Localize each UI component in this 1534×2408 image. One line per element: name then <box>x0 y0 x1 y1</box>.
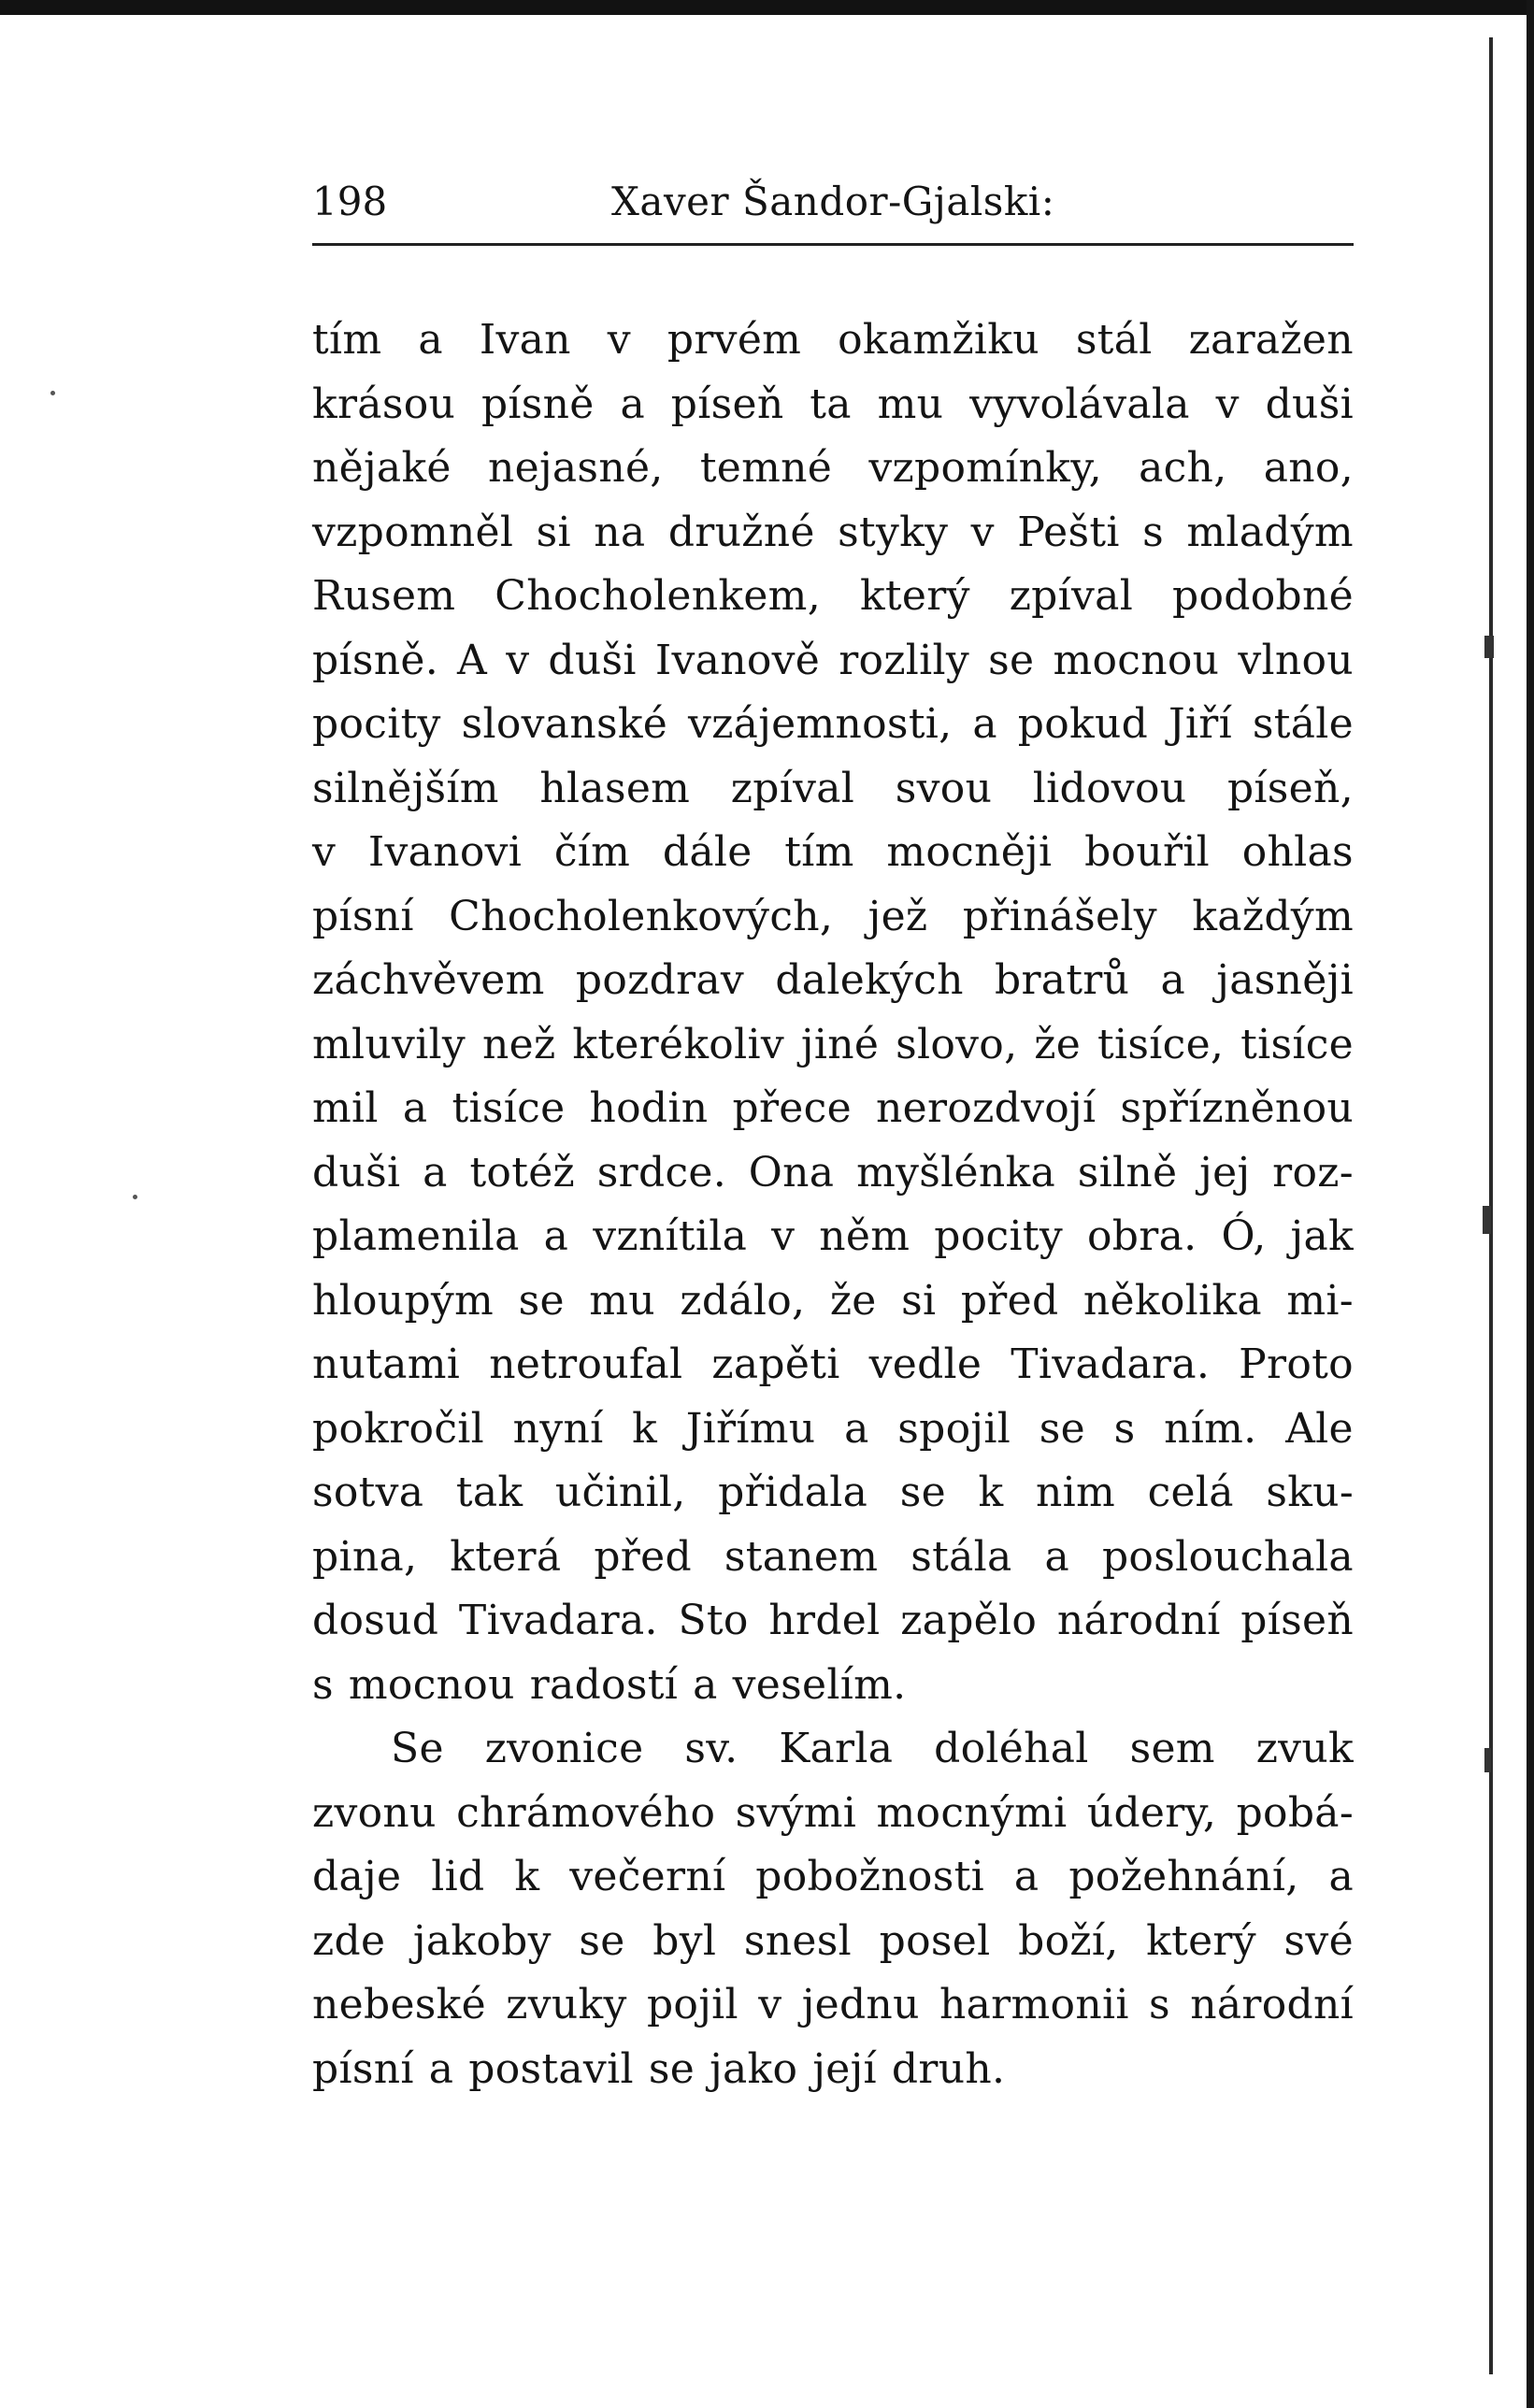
word: roz- <box>1272 1148 1354 1197</box>
word: v <box>506 636 530 684</box>
header-author: Xaver Šandor-Gjalski: <box>611 179 1055 224</box>
word: a <box>1013 1853 1039 1900</box>
word: boží, <box>1018 1916 1119 1965</box>
word: před <box>960 1276 1059 1325</box>
text-line <box>312 1973 1354 2038</box>
word: zvuky <box>506 1981 627 2028</box>
word: nebeské <box>312 1981 486 2028</box>
word: tím <box>784 828 854 876</box>
paragraph <box>312 1717 1354 2101</box>
word: Se <box>391 1725 444 1772</box>
text-line <box>312 373 1354 437</box>
word: národní <box>1190 1981 1354 2028</box>
word: pokročil <box>312 1404 485 1453</box>
word: pojil <box>646 1981 738 2028</box>
word: veselím. <box>732 1660 907 1709</box>
word: stál <box>1075 316 1153 364</box>
word: se <box>1039 1404 1085 1453</box>
word: která <box>450 1532 562 1581</box>
word: byl <box>652 1916 717 1965</box>
word: údery, <box>1086 1788 1217 1837</box>
word: kterékoliv <box>572 1020 784 1068</box>
word: mocněji <box>886 828 1053 876</box>
word: požehnání, <box>1068 1853 1299 1900</box>
text-line <box>312 1589 1354 1654</box>
word: Ivan <box>479 316 571 364</box>
word: Pešti <box>1017 508 1120 556</box>
word: lidovou <box>1032 764 1187 812</box>
word: něm <box>819 1212 910 1260</box>
text-line <box>312 821 1354 885</box>
word: stále <box>1252 700 1354 748</box>
text-line <box>312 501 1354 566</box>
word: druh. <box>891 2044 1006 2093</box>
word: zvonice <box>484 1725 644 1772</box>
word: družné <box>667 508 815 556</box>
word: její <box>812 2044 877 2093</box>
word: hodin <box>589 1084 709 1132</box>
word: před <box>594 1532 692 1581</box>
header-rule <box>312 243 1354 246</box>
word: a <box>1044 1532 1070 1581</box>
word: zpíval <box>1009 572 1134 620</box>
word: pokud <box>1017 700 1149 748</box>
word: daje <box>312 1853 402 1900</box>
word: styky <box>838 508 949 556</box>
word: Tivadara. <box>458 1597 658 1644</box>
word: mocnými <box>876 1788 1068 1837</box>
word: si <box>536 508 571 556</box>
word: Ona <box>748 1148 835 1197</box>
word: silnějším <box>312 764 499 812</box>
word: jakoby <box>412 1916 552 1965</box>
word: duši <box>1265 380 1354 428</box>
word: v <box>607 316 631 364</box>
word: čím <box>553 828 631 876</box>
text-line <box>312 1845 1354 1910</box>
word: písně <box>480 380 595 428</box>
word: přece <box>732 1084 852 1132</box>
word: vedle <box>868 1340 982 1388</box>
word: duši <box>548 636 637 684</box>
word: k <box>514 1853 540 1900</box>
word: mladým <box>1186 508 1354 556</box>
word: sotva <box>312 1469 424 1516</box>
word: Rusem <box>312 572 456 620</box>
word: A <box>457 636 488 684</box>
word: a <box>402 1084 428 1132</box>
word: večerní <box>569 1853 726 1900</box>
paragraph <box>312 308 1354 1717</box>
text-line <box>312 1526 1354 1590</box>
word: Karla <box>779 1725 894 1772</box>
word: si <box>901 1276 937 1325</box>
word: mluvily <box>312 1020 466 1068</box>
word: Tivadara. <box>1011 1340 1211 1388</box>
word: přinášely <box>962 892 1157 940</box>
word: pina, <box>312 1532 418 1581</box>
text-line <box>312 1013 1354 1078</box>
word: pobá- <box>1236 1788 1354 1837</box>
word: Ivanovi <box>367 828 523 876</box>
word: dosud <box>312 1597 439 1644</box>
page-number: 198 <box>312 179 388 224</box>
word: svými <box>735 1788 857 1837</box>
word: Jiří <box>1168 700 1232 748</box>
word: mocnou <box>348 1660 515 1709</box>
word: píseň <box>670 380 784 428</box>
running-head <box>312 176 1354 228</box>
word: spojil <box>897 1404 1011 1453</box>
word: zaražen <box>1188 316 1354 364</box>
word: myšlénka <box>856 1148 1056 1197</box>
word: s <box>1113 1404 1136 1453</box>
word: Chocholenkem, <box>495 572 821 620</box>
word: zpíval <box>730 764 855 812</box>
word: a <box>543 1212 569 1260</box>
word: plamenila <box>312 1212 520 1260</box>
word: jež <box>867 892 928 940</box>
word: s <box>1142 508 1164 556</box>
word: pozdrav <box>575 956 745 1004</box>
word: v <box>1215 380 1240 428</box>
word: lid <box>431 1853 485 1900</box>
word: stála <box>910 1532 1012 1581</box>
word: záchvěvem <box>312 956 545 1004</box>
word: vyvolávala <box>969 380 1190 428</box>
word: k <box>632 1404 658 1453</box>
word: píseň <box>1240 1597 1354 1644</box>
word: harmonii <box>939 1981 1129 2028</box>
word: zdálo, <box>680 1276 806 1325</box>
word: chrámového <box>456 1788 716 1837</box>
word: Jiřímu <box>685 1404 816 1453</box>
word: k <box>978 1469 1004 1516</box>
text-line <box>312 1782 1354 1846</box>
word: který <box>1146 1916 1256 1965</box>
word: mu <box>589 1276 655 1325</box>
word: nim <box>1036 1469 1116 1516</box>
word: Chocholenkových, <box>449 892 834 940</box>
word: který <box>859 572 970 620</box>
word: mil <box>312 1084 379 1132</box>
word: se <box>579 1916 625 1965</box>
word: jiné <box>800 1020 880 1068</box>
word: v <box>758 1981 782 2028</box>
word: nejasné, <box>487 444 664 492</box>
word: zde <box>312 1916 386 1965</box>
word: a <box>844 1404 869 1453</box>
word: své <box>1283 1916 1354 1965</box>
word: vzpomněl <box>312 508 514 556</box>
word: duši <box>312 1148 401 1197</box>
word: nerozdvojí <box>876 1084 1097 1132</box>
word: celá <box>1147 1469 1234 1516</box>
text-line <box>312 1461 1354 1526</box>
body-text <box>312 308 1354 2101</box>
word: svou <box>895 764 993 812</box>
word: a <box>1328 1853 1354 1900</box>
word: netroufal <box>489 1340 683 1388</box>
text-line <box>312 1141 1354 1206</box>
word: jasněji <box>1216 956 1354 1004</box>
word: bouřil <box>1084 828 1211 876</box>
word: stanem <box>724 1532 879 1581</box>
word: s <box>1149 1981 1170 2028</box>
word: tisíce <box>1240 1020 1354 1068</box>
word: se <box>518 1276 565 1325</box>
word: radostí <box>529 1660 679 1709</box>
word: dalekých <box>775 956 964 1004</box>
text-line <box>312 1910 1354 1974</box>
text-line <box>312 885 1354 950</box>
word: okamžiku <box>838 316 1039 364</box>
word: poslouchala <box>1101 1532 1354 1581</box>
word: mu <box>877 380 944 428</box>
word: a <box>1160 956 1186 1004</box>
word: vznítila <box>593 1212 748 1260</box>
word: písní <box>312 2044 414 2093</box>
word: zvonu <box>312 1788 437 1837</box>
word: sv. <box>684 1725 738 1772</box>
word: pobožnosti <box>755 1853 984 1900</box>
word: hlasem <box>539 764 691 812</box>
word: se <box>899 1469 946 1516</box>
text-line <box>312 1717 1354 1782</box>
word: hloupým <box>312 1276 495 1325</box>
word: národní <box>1056 1597 1221 1644</box>
word: Ivanově <box>654 636 821 684</box>
word: že <box>1034 1020 1082 1068</box>
word: ano, <box>1263 444 1354 492</box>
word: jej <box>1199 1148 1251 1197</box>
word: slovanské <box>461 700 668 748</box>
word: zapělo <box>900 1597 1038 1644</box>
word: rozlily <box>839 636 970 684</box>
word: hrdel <box>768 1597 881 1644</box>
word: písně. <box>312 636 438 684</box>
word: dále <box>662 828 753 876</box>
word: a <box>972 700 997 748</box>
word: a <box>620 380 645 428</box>
word: srdce. <box>596 1148 727 1197</box>
word: doléhal <box>934 1725 1089 1772</box>
word: tak <box>455 1469 523 1516</box>
text-line <box>312 1269 1354 1334</box>
text-line <box>312 1398 1354 1462</box>
word: Sto <box>678 1597 749 1644</box>
word: a <box>428 2044 454 2093</box>
word: písní <box>312 892 414 940</box>
word: nějaké <box>312 444 452 492</box>
word: Ale <box>1285 1404 1354 1453</box>
word: nutami <box>312 1340 461 1388</box>
word: ta <box>810 380 852 428</box>
text-line <box>312 1077 1354 1141</box>
text-line <box>312 629 1354 694</box>
text-line <box>312 1205 1354 1269</box>
word: zvuk <box>1255 1725 1354 1772</box>
text-line <box>312 757 1354 822</box>
word: a <box>693 1660 718 1709</box>
word: jako <box>710 2044 798 2093</box>
word: mi- <box>1286 1276 1354 1325</box>
word: Ó, <box>1221 1212 1267 1260</box>
word: a <box>418 316 443 364</box>
word: jednu <box>801 1981 920 2028</box>
word: ach, <box>1139 444 1227 492</box>
word: slovo, <box>896 1020 1018 1068</box>
word: nyní <box>512 1404 604 1453</box>
word: několika <box>1082 1276 1262 1325</box>
word: se <box>988 636 1035 684</box>
word: a <box>423 1148 448 1197</box>
word: sku- <box>1266 1469 1354 1516</box>
word: postavil <box>468 2044 634 2093</box>
word: ohlas <box>1241 828 1354 876</box>
word: tisíce, <box>1097 1020 1225 1068</box>
word: na <box>594 508 646 556</box>
word: obra. <box>1087 1212 1197 1260</box>
text-line <box>312 693 1354 757</box>
word: bratrů <box>994 956 1130 1004</box>
word: snesl <box>743 1916 852 1965</box>
text-line <box>312 2038 1354 2102</box>
text-line <box>312 1333 1354 1398</box>
word: zapěti <box>711 1340 840 1388</box>
word: učinil, <box>554 1469 686 1516</box>
word: prvém <box>667 316 802 364</box>
word: tisíce <box>452 1084 566 1132</box>
word: spřízněnou <box>1120 1084 1354 1132</box>
word: se <box>648 2044 695 2093</box>
word: v <box>771 1212 796 1260</box>
word: vlnou <box>1238 636 1354 684</box>
text-line <box>312 949 1354 1013</box>
text-line <box>312 308 1354 373</box>
text-line <box>312 1654 1354 1718</box>
word: vzájemnosti, <box>688 700 953 748</box>
word: přidala <box>718 1469 868 1516</box>
word: podobné <box>1172 572 1354 620</box>
word: tím <box>312 316 382 364</box>
word: ním. <box>1164 1404 1257 1453</box>
word: pocity <box>312 700 441 748</box>
word: než <box>482 1020 556 1068</box>
word: mocnou <box>1053 636 1220 684</box>
word: sem <box>1129 1725 1215 1772</box>
word: posel <box>879 1916 991 1965</box>
word: s <box>312 1660 334 1709</box>
word: silně <box>1077 1148 1178 1197</box>
word: každým <box>1192 892 1354 940</box>
word: píseň, <box>1226 764 1354 812</box>
word: vzpomínky, <box>868 444 1102 492</box>
word: jak <box>1290 1212 1354 1260</box>
word: v <box>312 828 337 876</box>
text-line <box>312 437 1354 501</box>
word: Proto <box>1239 1340 1354 1388</box>
word: krásou <box>312 380 456 428</box>
word: temné <box>699 444 833 492</box>
word: že <box>829 1276 877 1325</box>
text-line <box>312 565 1354 629</box>
word: totéž <box>469 1148 576 1197</box>
word: v <box>970 508 995 556</box>
word: pocity <box>934 1212 1064 1260</box>
